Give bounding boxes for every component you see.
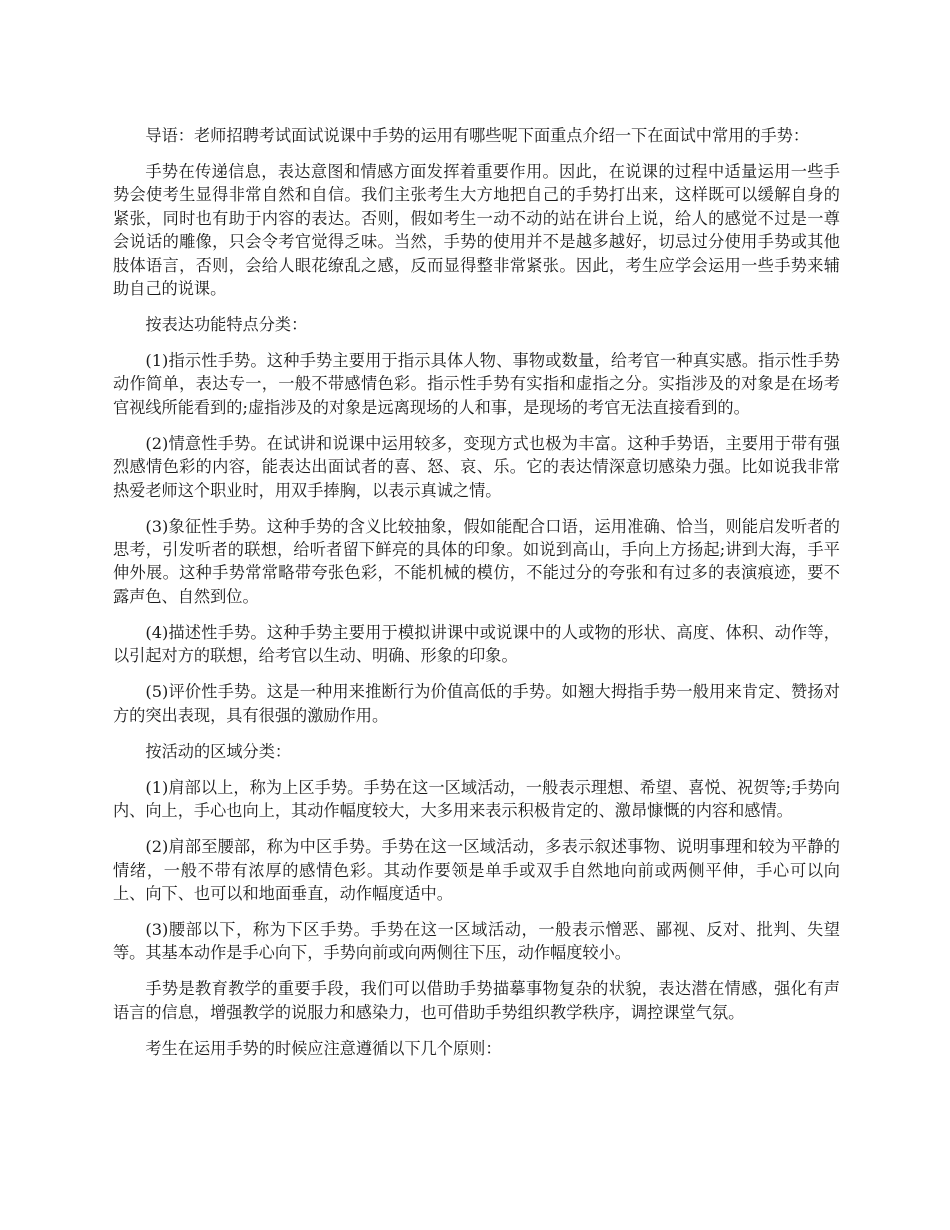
list-item-upper-zone: (1)肩部以上，称为上区手势。手势在这一区域活动，一般表示理想、希望、喜悦、祝贺等;手势向内、向上，手心也向上，其动作幅度较大，大多用来表示积极肯定的、激昂慷慨的内容和感情。: [113, 777, 840, 821]
body-paragraph-principles: 考生在运用手势的时候应注意遵循以下几个原则：: [145, 1038, 502, 1058]
list-item-emotional-gesture: (2)情意性手势。在试讲和说课中运用较多，变现方式也极为丰富。这种手势语，主要用于带有强烈感情色彩的内容，能表达出面试者的喜、怒、哀、乐。它的表达情深意切感染力强。比如说我非常热爱老师这个职业时，用双手捧胸，以表示真诚之情。: [113, 433, 840, 500]
section-heading-function: 按表达功能特点分类：: [145, 315, 308, 335]
list-item-indicative-gesture: (1)指示性手势。这种手势主要用于指示具体人物、事物或数量，给考官一种真实感。指示性手势动作简单，表达专一，一般不带感情色彩。指示性手势有实指和虚指之分。实指涉及的对象是在场考官视线所能看到的;虚指涉及的对象是远离现场的人和事，是现场的考官无法直接看到的。: [113, 351, 840, 417]
section-heading-region: 按活动的区域分类：: [145, 741, 292, 761]
list-item-symbolic-gesture: (3)象征性手势。这种手势的含义比较抽象，假如能配合口语，运用准确、恰当，则能启发听者的思考，引发听者的联想，给听者留下鲜亮的具体的印象。如说到高山，手向上方扬起;讲到大海，手平伸外展。这种手势常常略带夸张色彩，不能机械的模仿，不能过分的夸张和有过多的表演痕迹，要不露声色、自然到位。: [113, 516, 840, 606]
intro-paragraph: 导语：老师招聘考试面试说课中手势的运用有哪些呢下面重点介绍一下在面试中常用的手势：: [145, 126, 810, 145]
list-item-evaluative-gesture: (5)评价性手势。这是一种用来推断行为价值高低的手势。如翘大拇指手势一般用来肯定、赞扬对方的突出表现，具有很强的激励作用。: [113, 682, 840, 725]
body-paragraph-summary: 手势是教育教学的重要手段，我们可以借助手势描摹事物复杂的状貌，表达潜在情感，强化有声语言的信息，增强教学的说服力和感染力，也可借助手势组织教学秩序，调控课堂气氛。: [113, 979, 840, 1022]
list-item-descriptive-gesture: (4)描述性手势。这种手势主要用于模拟讲课中或说课中的人或物的形状、高度、体积、动作等，以引起对方的联想，给考官以生动、明确、形象的印象。: [113, 622, 840, 666]
list-item-middle-zone: (2)肩部至腰部，称为中区手势。手势在这一区域活动，多表示叙述事物、说明事理和较为平静的情绪，一般不带有浓厚的感情色彩。其动作要领是单手或双手自然地向前或两侧平伸，手心可以向上、向下、也可以和地面垂直，动作幅度适中。: [113, 837, 840, 903]
article-body: [113, 124, 840, 1073]
body-paragraph: 手势在传递信息，表达意图和情感方面发挥着重要作用。因此，在说课的过程中适量运用一些手势会使考生显得非常自然和自信。我们主张考生大方地把自己的手势打出来，这样既可以缓解自身的紧张，同时也有助于内容的表达。否则，假如考生一动不动的站在讲台上说，给人的感觉不过是一尊会说话的雕像，只会令考官觉得乏味。当然，手势的使用并不是越多越好，切忌过分使用手势或其他肢体语言，否则，会给人眼花缭乱之感，反而显得整非常紧张。因此，考生应学会运用一些手势来辅助自己的说课。: [113, 162, 840, 299]
list-item-lower-zone: (3)腰部以下，称为下区手势。手势在这一区域活动，一般表示憎恶、鄙视、反对、批判、失望等。其基本动作是手心向下，手势向前或向两侧往下压，动作幅度较小。: [113, 919, 840, 963]
